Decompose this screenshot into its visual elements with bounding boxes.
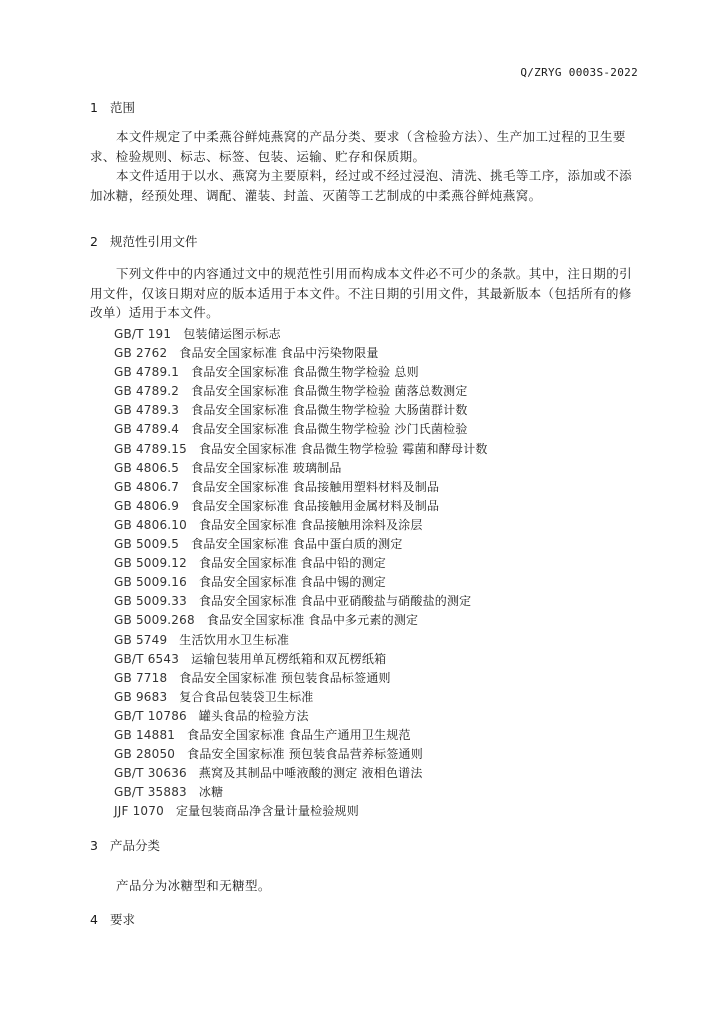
- reference-item: [114, 669, 634, 688]
- scope-paragraph-1: 本文件规定了中柔燕谷鲜炖燕窝的产品分类、要求（含检验方法）、生产加工过程的卫生要求、检验规则、标志、标签、包装、运输、贮存和保质期。: [90, 129, 626, 164]
- section-number: 4: [90, 912, 98, 927]
- reference-item: [114, 478, 634, 497]
- reference-code: GB 4789.3: [114, 403, 180, 418]
- section-title: 产品分类: [110, 838, 161, 853]
- reference-item: [114, 554, 634, 573]
- reference-item: [114, 573, 634, 592]
- reference-item: [114, 802, 634, 821]
- reference-title: 食品安全国家标准 食品生产通用卫生规范: [187, 727, 411, 742]
- section-heading-requirements: [90, 910, 135, 928]
- reference-title: 食品安全国家标准 食品微生物学检验 霉菌和酵母计数: [198, 441, 488, 456]
- reference-item: [114, 631, 634, 650]
- reference-item: [114, 420, 634, 439]
- reference-list: [114, 325, 634, 821]
- reference-title: 食品安全国家标准 食品微生物学检验 沙门氏菌检验: [191, 422, 468, 437]
- reference-code: GB 4806.7: [114, 479, 180, 494]
- reference-item: [114, 535, 634, 554]
- reference-code: GB 4806.5: [114, 460, 180, 475]
- reference-title: 食品安全国家标准 食品接触用金属材料及制品: [191, 498, 440, 513]
- reference-code: GB 4806.9: [114, 498, 180, 513]
- reference-item: [114, 382, 634, 401]
- reference-code: GB 28050: [114, 747, 176, 762]
- reference-item: [114, 688, 634, 707]
- reference-title: 食品安全国家标准 食品中铅的测定: [198, 556, 386, 571]
- section-number: 3: [90, 838, 98, 853]
- reference-title: 复合食品包装袋卫生标准: [179, 689, 314, 704]
- section-heading-normative-references: [90, 232, 198, 250]
- section-number: 2: [90, 234, 98, 249]
- reference-title: 食品安全国家标准 预包装食品标签通则: [179, 670, 391, 685]
- reference-title: 生活饮用水卫生标准: [179, 632, 290, 647]
- reference-code: GB/T 30636: [114, 766, 187, 781]
- references-intro-paragraph: 下列文件中的内容通过文中的规范性引用而构成本文件必不可少的条款。其中，注日期的引用文件，仅该日期对应的版本适用于本文件。不注日期的引用文件，其最新版本（包括所有的修改单）适用于本文件。: [90, 266, 633, 320]
- reference-code: GB 2762: [114, 346, 168, 361]
- reference-item: [114, 325, 634, 344]
- section-heading-scope: [90, 98, 135, 116]
- reference-title: 食品安全国家标准 食品中亚硝酸盐与硝酸盐的测定: [198, 594, 472, 609]
- section-title: 规范性引用文件: [110, 234, 198, 249]
- reference-title: 食品安全国家标准 食品微生物学检验 大肠菌群计数: [191, 403, 468, 418]
- reference-code: GB 7718: [114, 670, 168, 685]
- section-number: 1: [90, 100, 98, 115]
- reference-item: [114, 363, 634, 382]
- reference-code: GB 5009.12: [114, 556, 187, 571]
- reference-code: GB/T 191: [114, 327, 172, 341]
- reference-title: 食品安全国家标准 食品微生物学检验 菌落总数测定: [191, 384, 468, 399]
- reference-code: GB/T 6543: [114, 651, 180, 666]
- reference-code: GB 5009.33: [114, 594, 187, 609]
- reference-title: 定量包装商品净含量计量检验规则: [175, 804, 359, 819]
- reference-code: GB 4789.4: [114, 422, 180, 437]
- reference-item: [114, 726, 634, 745]
- reference-item: [114, 497, 634, 516]
- reference-code: GB/T 35883: [114, 785, 187, 800]
- reference-title: 罐头食品的检验方法: [198, 708, 309, 723]
- reference-code: GB 4789.1: [114, 365, 180, 380]
- reference-title: 食品安全国家标准 食品中蛋白质的测定: [191, 537, 403, 552]
- reference-title: 食品安全国家标准 食品微生物学检验 总则: [191, 365, 419, 380]
- reference-title: 食品安全国家标准 食品接触用涂料及涂层: [198, 517, 423, 532]
- reference-title: 食品安全国家标准 食品中污染物限量: [179, 346, 379, 361]
- reference-code: GB 4789.2: [114, 384, 180, 399]
- reference-item: [114, 764, 634, 783]
- reference-code: GB/T 10786: [114, 708, 187, 723]
- reference-code: GB 5009.16: [114, 575, 187, 590]
- reference-item: [114, 707, 634, 726]
- reference-code: GB 5749: [114, 632, 168, 647]
- reference-title: 包装储运图示标志: [183, 327, 281, 341]
- reference-title: 食品安全国家标准 预包装食品营养标签通则: [187, 747, 423, 762]
- classification-paragraph: 产品分为冰糖型和无糖型。: [116, 878, 271, 893]
- section-title: 要求: [110, 912, 136, 927]
- reference-title: 冰糖: [198, 785, 224, 800]
- reference-title: 燕窝及其制品中唾液酸的测定 液相色谱法: [198, 766, 423, 781]
- reference-title: 运输包装用单瓦楞纸箱和双瓦楞纸箱: [191, 651, 387, 666]
- reference-code: GB 9683: [114, 689, 168, 704]
- reference-code: JJF 1070: [114, 804, 164, 819]
- reference-item: [114, 440, 634, 459]
- reference-item: [114, 401, 634, 420]
- reference-title: 食品安全国家标准 食品中多元素的测定: [206, 613, 419, 628]
- reference-item: [114, 783, 634, 802]
- reference-title: 食品安全国家标准 食品中锡的测定: [198, 575, 386, 590]
- reference-title: 食品安全国家标准 玻璃制品: [191, 460, 342, 475]
- reference-item: [114, 745, 634, 764]
- reference-item: [114, 650, 634, 669]
- reference-item: [114, 516, 634, 535]
- reference-item: [114, 611, 634, 630]
- document-code: Q/ZRYG 0003S-2022: [520, 66, 638, 79]
- reference-item: [114, 344, 634, 363]
- reference-item: [114, 592, 634, 611]
- reference-code: GB 5009.268: [114, 613, 195, 628]
- reference-code: GB 14881: [114, 727, 176, 742]
- section-heading-product-classification: [90, 836, 160, 854]
- section-title: 范围: [110, 100, 136, 115]
- reference-code: GB 4806.10: [114, 517, 187, 532]
- reference-title: 食品安全国家标准 食品接触用塑料材料及制品: [191, 479, 440, 494]
- scope-paragraph-2: 本文件适用于以水、燕窝为主要原料，经过或不经过浸泡、清洗、挑毛等工序，添加或不添加冰糖，经预处理、调配、灌装、封盖、灭菌等工艺制成的中柔燕谷鲜炖燕窝。: [90, 168, 633, 203]
- reference-item: [114, 459, 634, 478]
- reference-code: GB 5009.5: [114, 537, 180, 552]
- reference-code: GB 4789.15: [114, 441, 187, 456]
